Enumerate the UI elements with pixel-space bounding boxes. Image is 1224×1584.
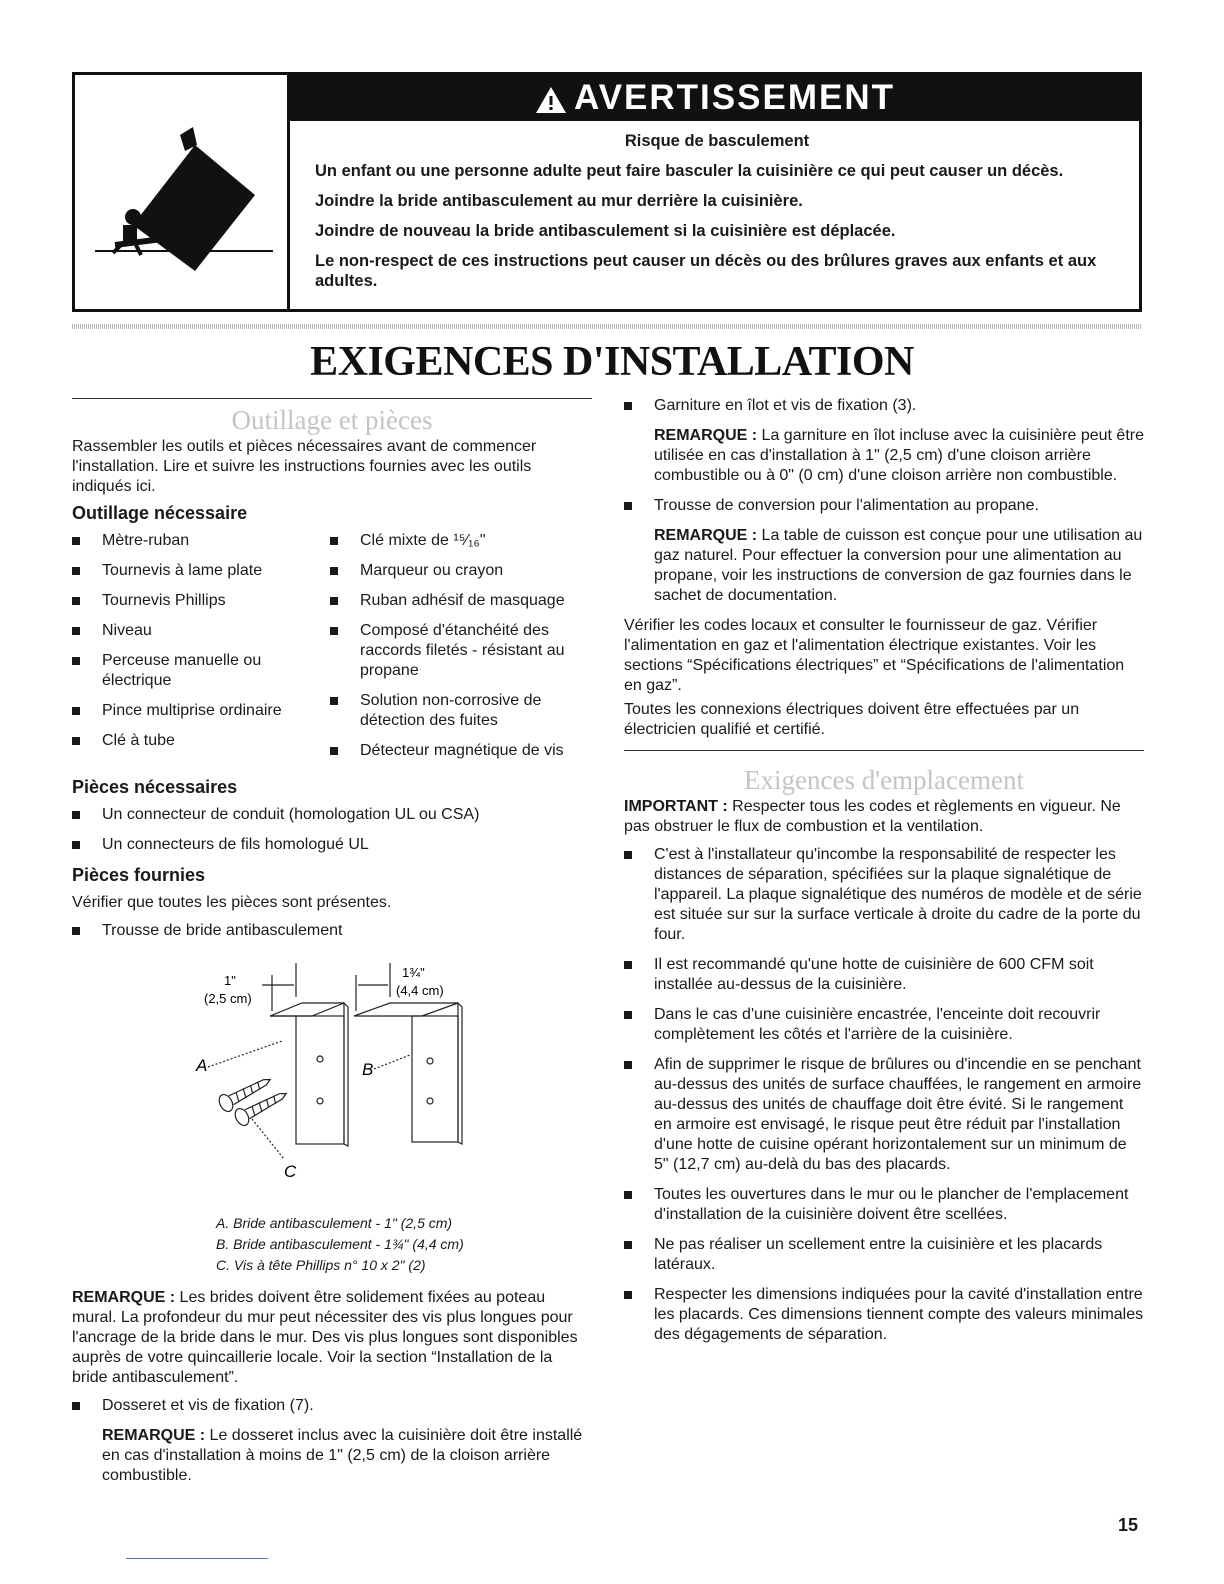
page-title: EXIGENCES D'INSTALLATION (310, 339, 914, 385)
warning-line: Le non-respect de ces instructions peut causer un décès ou des brûlures graves aux enfants et aux adultes. (315, 252, 1097, 290)
list-item: Ruban adhésif de masquage (330, 591, 592, 611)
warning-risk: Risque de basculement (624, 132, 810, 150)
note-text: Les brides doivent être solidement fixées au poteau mural. La profondeur du mur peut nécessiter des vis plus longues pour l'ancrage de la bride dans le mur. Des vis plus longues sont disponibles auprès de votre quincaillerie locale. Voir la section “Installation de la bride antibasculement”. (72, 1289, 578, 1386)
tools-heading: Outillage nécessaire (72, 503, 248, 523)
important-paragraph (624, 797, 1144, 837)
note-text: La garniture en îlot incluse avec la cuisinière peut être utilisée en cas d'installation à 1" (2,5 cm) d'une cloison arrière combustible ou à 0" (0 cm) d'une cloison arrière non combustible. (654, 427, 1144, 484)
list-item: Clé à tube (72, 731, 330, 751)
list-item: Respecter les dimensions indiquées pour la cavité d'installation entre les placards. Ces dimensions tiennent compte des valeurs minimales des dégagements de séparation. (624, 1285, 1144, 1345)
note-label: REMARQUE : (654, 427, 758, 444)
note-label: REMARQUE : (72, 1289, 176, 1306)
note-label: REMARQUE : (654, 527, 758, 544)
anti-tip-bracket-diagram (72, 951, 592, 1213)
list-item: Dosseret et vis de fixation (7). (72, 1396, 592, 1416)
hatched-divider (72, 324, 1142, 329)
list-item: Garniture en îlot et vis de fixation (3). (624, 396, 1144, 416)
warning-line: Joindre de nouveau la bride antibasculement si la cuisinière est déplacée. (315, 222, 896, 240)
propane-note (624, 526, 1144, 606)
warning-box (72, 72, 1142, 312)
section-title-tools: Outillage et pièces (231, 405, 433, 435)
list-item: Dans le cas d'une cuisinière encastrée, l'enceinte doit recouvrir complètement les côtés et l'arrière de la cuisinière. (624, 1005, 1144, 1045)
dim-a-label: 1" (224, 973, 236, 988)
list-item: Composé d'étanchéité des raccords filetés - résistant au propane (330, 621, 592, 681)
parts-supplied-heading: Pièces fournies (72, 865, 206, 885)
warning-body (315, 131, 1119, 301)
figure-caption (72, 1213, 592, 1276)
left-column (72, 398, 592, 1496)
section-rule (72, 398, 592, 399)
right-column (624, 396, 1144, 1355)
section-title-location: Exigences d'emplacement (744, 765, 1024, 795)
label-a: A (196, 1056, 208, 1075)
backguard-note (72, 1426, 592, 1486)
list-item: Clé mixte de ¹⁵⁄₁₆" (330, 531, 592, 551)
label-b: B (362, 1060, 374, 1079)
tools-list (72, 531, 592, 771)
list-item: Tournevis à lame plate (72, 561, 330, 581)
list-item: Détecteur magnétique de vis (330, 741, 592, 761)
codes-paragraph: Vérifier les codes locaux et consulter le fournisseur de gaz. Vérifier l'alimentation en gaz et l'alimentation électrique existantes. Voir les sections “Spécifications électriques” et “Spécifications de l'alimentation en gaz”. (624, 617, 1125, 694)
list-item: Toutes les ouvertures dans le mur ou le plancher de l'emplacement d'installation de la cuisinière doivent être scellées. (624, 1185, 1144, 1225)
list-item: Il est recommandé qu'une hotte de cuisinière de 600 CFM soit installée au-dessus de la cuisinière. (624, 955, 1144, 995)
note-text: Le dosseret inclus avec la cuisinière doit être installé en cas d'installation à moins de 1" (2,5 cm) de la cloison arrière combustible. (102, 1427, 583, 1484)
tip-over-icon (75, 75, 287, 309)
dim-b-label: 1¾" (402, 965, 425, 980)
warning-title: AVERTISSEMENT (574, 78, 895, 117)
note-text: La table de cuisson est conçue pour une utilisation au gaz naturel. Pour effectuer la conversion pour une alimentation au propane, voir les instructions de conversion de gaz fournies dans le sachet de documentation. (654, 527, 1143, 604)
warning-triangle-icon (534, 85, 568, 115)
trim-note (624, 426, 1144, 486)
warning-line: Joindre la bride antibasculement au mur derrière la cuisinière. (315, 192, 803, 210)
list-item: Solution non-corrosive de détection des fuites (330, 691, 592, 731)
list-item: Niveau (72, 621, 330, 641)
list-item: Trousse de bride antibasculement (72, 921, 592, 941)
list-item: Tournevis Phillips (72, 591, 330, 611)
parts-supplied-intro: Vérifier que toutes les pièces sont présentes. (72, 894, 392, 911)
list-item: Perceuse manuelle ou électrique (72, 651, 330, 691)
footer-line (126, 1558, 268, 1559)
list-item: Ne pas réaliser un scellement entre la cuisinière et les placards latéraux. (624, 1235, 1144, 1275)
tip-over-illustration (75, 75, 290, 309)
list-item: Un connecteur de conduit (homologation UL ou CSA) (72, 805, 592, 825)
warning-banner (290, 75, 1139, 121)
list-item: Pince multiprise ordinaire (72, 701, 330, 721)
tools-intro: Rassembler les outils et pièces nécessaires avant de commencer l'installation. Lire et suivre les instructions fournies avec les outils indiqués ici. (72, 438, 537, 495)
warning-line: Un enfant ou une personne adulte peut faire basculer la cuisinière ce qui peut causer un décès. (315, 162, 1064, 180)
list-item: Afin de supprimer le risque de brûlures ou d'incendie en se penchant au-dessus des unités de surface chauffées, le rangement en armoire au-dessus des unités de chauffage doit être évité. Si le rangement en armoire est envisagé, le risque peut être réduit par l'installation d'une hotte de cuisine opérant horizontalement sur un minimum de 5" (12,7 cm) au-delà du bas des placards. (624, 1055, 1144, 1175)
page-number: 15 (1118, 1515, 1139, 1535)
label-c: C (284, 1162, 297, 1181)
section-rule (624, 750, 1144, 751)
list-item: Trousse de conversion pour l'alimentation au propane. (624, 496, 1144, 516)
bracket-figure (72, 951, 592, 1213)
list-item: Marqueur ou crayon (330, 561, 592, 581)
caption-line: C. Vis à tête Phillips n° 10 x 2" (2) (216, 1257, 426, 1273)
note-label: REMARQUE : (102, 1427, 206, 1444)
dim-b-metric-label: (4,4 cm) (396, 983, 444, 998)
important-label: IMPORTANT : (624, 798, 728, 815)
list-item: C'est à l'installateur qu'incombe la responsabilité de respecter les distances de séparation, spécifiées sur la plaque signalétique de l'appareil. La plaque signalétique des numéros de modèle et de série est située sur sur la surface verticale à droite du cadre de la porte du four. (624, 845, 1144, 945)
parts-needed-heading: Pièces nécessaires (72, 777, 238, 797)
bracket-note (72, 1288, 592, 1388)
electrician-paragraph: Toutes les connexions électriques doivent être effectuées par un électricien qualifié et certifié. (624, 701, 1080, 738)
list-item: Un connecteurs de fils homologué UL (72, 835, 592, 855)
caption-line: A. Bride antibasculement - 1" (2,5 cm) (216, 1215, 453, 1231)
important-text: Respecter tous les codes et règlements en vigueur. Ne pas obstruer le flux de combustion et la ventilation. (624, 798, 1121, 835)
caption-line: B. Bride antibasculement - 1¾" (4,4 cm) (216, 1236, 464, 1252)
list-item: Mètre-ruban (72, 531, 330, 551)
dim-a-metric-label: (2,5 cm) (204, 991, 252, 1006)
